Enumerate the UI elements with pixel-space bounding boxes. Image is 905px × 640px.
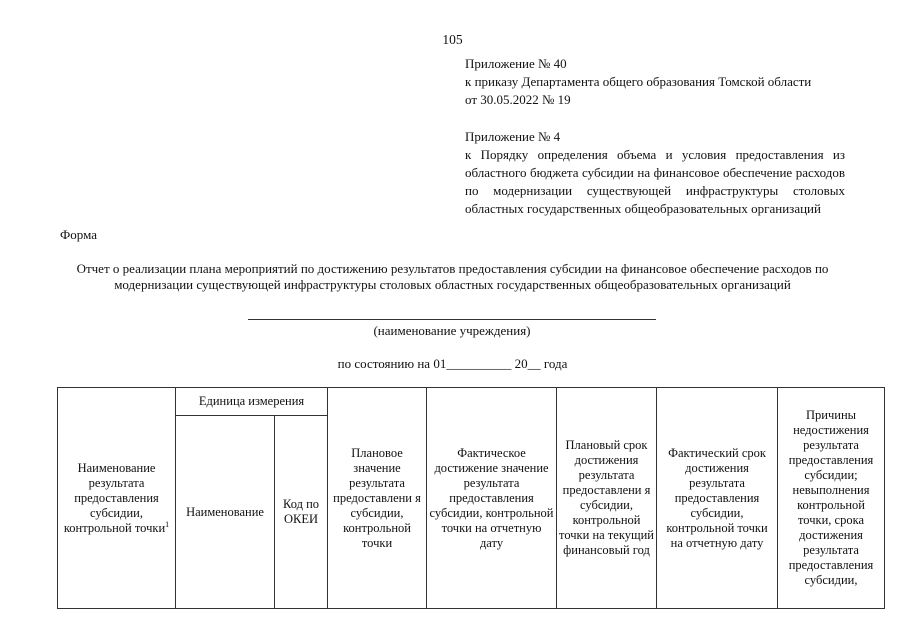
footnote-marker: 1: [165, 519, 170, 529]
header-result-name-text: Наименование результата предоставления субсидии, контрольной точки: [63, 460, 166, 535]
institution-label: (наименование учреждения): [373, 323, 531, 338]
appendix-40-title: Приложение № 40: [465, 56, 567, 71]
as-of-date: по состоянию на 01__________ 20__ года: [337, 356, 568, 371]
header-unit-group: Единица измерения: [176, 388, 328, 416]
appendix-4-body: к Порядку определения объема и условия предоставления из областного бюджета субсидии на финансовое обеспечение расходов по модернизации существующей инфраструктуры столовых областных государственных общеобразовательных организаций: [465, 147, 845, 216]
form-label: Форма: [60, 227, 97, 242]
header-reasons: Причины недостижения результата предоставления субсидии; невыполнения контрольной точки, срока достижения результата предоставления субсидии,: [778, 388, 885, 609]
header-unit-name: Наименование: [176, 416, 275, 609]
header-actual-achievement: Фактическое достижение значение результата предоставления субсидии, контрольной точки на отчетную дату: [427, 388, 557, 609]
header-planned-value: Плановое значение результата предоставлени я субсидии, контрольной точки: [328, 388, 427, 609]
page-number: 105: [442, 32, 463, 47]
appendix-4-title: Приложение № 4: [465, 129, 561, 144]
appendix-40: [465, 55, 845, 109]
header-planned-date: Плановый срок достижения результата предоставлени я субсидии, контрольной точки на текущий финансовый год: [557, 388, 657, 609]
header-unit-okei: Код по ОКЕИ: [275, 416, 328, 609]
institution-underline: [248, 319, 656, 320]
appendix-40-order: к приказу Департамента общего образования Томской области: [465, 74, 812, 89]
report-table: [57, 387, 885, 609]
header-actual-date: Фактический срок достижения результата предоставления субсидии, контрольной точки на отчетную дату: [657, 388, 778, 609]
header-result-name: [58, 388, 176, 609]
appendix-40-date: от 30.05.2022 № 19: [465, 92, 571, 107]
appendix-4: [465, 128, 845, 218]
report-title: Отчет о реализации плана мероприятий по достижению результатов предоставления субсидии на финансовое обеспечение расходов по модернизации существующей инфраструктуры столовых областных государственных общеобразовательных организаций: [76, 261, 829, 292]
